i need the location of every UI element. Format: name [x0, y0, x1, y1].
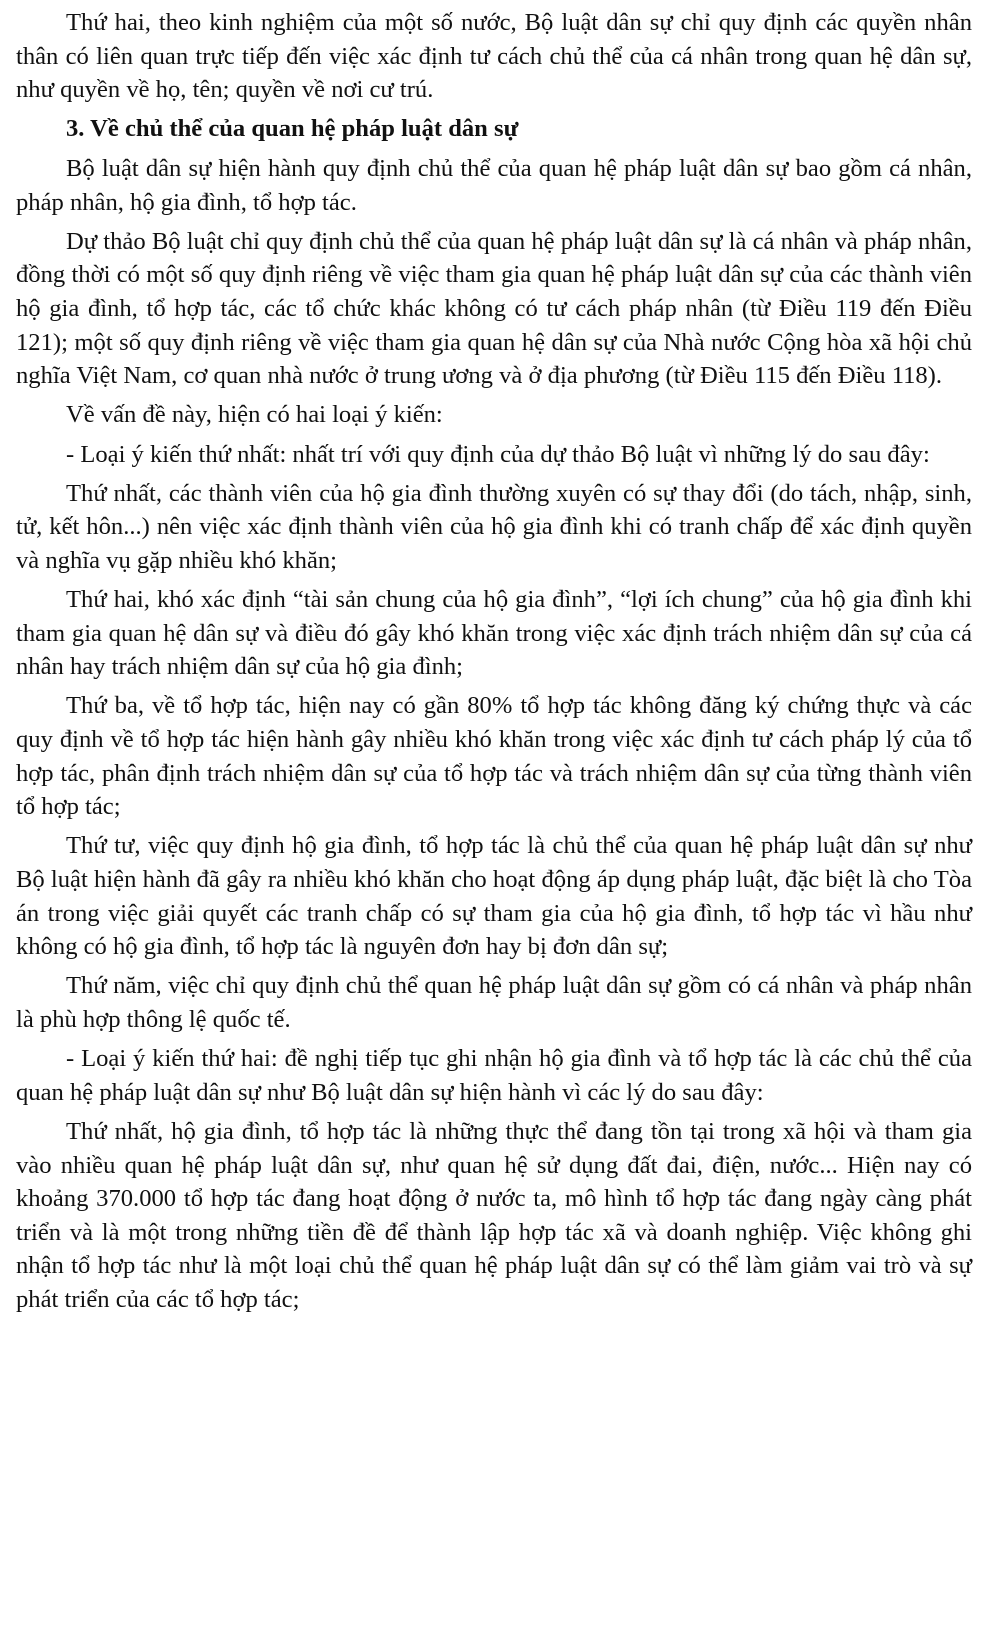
paragraph-first-reason-2: Thứ hai, khó xác định “tài sản chung của hộ gia đình”, “lợi ích chung” của hộ gia đình khi tham gia quan hệ dân sự và điều đó gây khó khăn trong việc xác định trách nhiệm dân sự của cá nhân hay trách nhiệm dân sự của hộ gia đình;	[16, 586, 972, 681]
paragraph-two-opinions: Về vấn đề này, hiện có hai loại ý kiến:	[66, 401, 443, 429]
paragraph-second-reason-1: Thứ nhất, hộ gia đình, tổ hợp tác là những thực thể đang tồn tại trong xã hội và tham gia vào nhiều quan hệ pháp luật dân sự, như quan hệ sử dụng đất đai, điện, nước... Hiện nay có khoảng 370.000 tổ hợp tác đang hoạt động ở nước ta, mô hình tổ hợp tác đang ngày càng phát triển và là một trong những tiền đề để thành lập hợp tác xã và doanh nghiệp. Việc không ghi nhận tổ hợp tác như là một loại chủ thể quan hệ pháp luật dân sự có thể làm giảm vai trò và sự phát triển của các tổ hợp tác;	[16, 1117, 972, 1313]
paragraph-first-reason-3: Thứ ba, về tổ hợp tác, hiện nay có gần 80% tổ hợp tác không đăng ký chứng thực và các quy định về tổ hợp tác hiện hành gây nhiều khó khăn trong việc xác định tư cách pháp lý của tổ hợp tác, phân định trách nhiệm dân sự của tổ hợp tác và trách nhiệm dân sự của từng thành viên tổ hợp tác;	[16, 692, 972, 821]
paragraph-draft-code-subjects: Dự thảo Bộ luật chỉ quy định chủ thể của quan hệ pháp luật dân sự là cá nhân và pháp nhân, đồng thời có một số quy định riêng về việc tham gia quan hệ pháp luật dân sự của các thành viên hộ gia đình, tổ hợp tác, các tổ chức khác không có tư cách pháp nhân (từ Điều 119 đến Điều 121); một số quy định riêng về việc tham gia quan hệ dân sự của Nhà nước Cộng hòa xã hội chủ nghĩa Việt Nam, cơ quan nhà nước ở trung ương và ở địa phương (từ Điều 115 đến Điều 118).	[16, 227, 972, 390]
paragraph-personal-rights-second: Thứ hai, theo kinh nghiệm của một số nước, Bộ luật dân sự chỉ quy định các quyền nhân thân có liên quan trực tiếp đến việc xác định tư cách chủ thể của cá nhân trong quan hệ dân sự, như quyền về họ, tên; quyền về nơi cư trú.	[16, 9, 972, 104]
paragraph-first-reason-4: Thứ tư, việc quy định hộ gia đình, tổ hợp tác là chủ thể của quan hệ pháp luật dân sự như Bộ luật hiện hành đã gây ra nhiều khó khăn cho hoạt động áp dụng pháp luật, đặc biệt là cho Tòa án trong việc giải quyết các tranh chấp có sự tham gia của hộ gia đình, tổ hợp tác vì hầu như không có hộ gia đình, tổ hợp tác là nguyên đơn hay bị đơn dân sự;	[16, 832, 972, 961]
section-heading-civil-subjects: 3. Về chủ thể của quan hệ pháp luật dân sự	[66, 115, 519, 143]
paragraph-first-opinion: - Loại ý kiến thứ nhất: nhất trí với quy định của dự thảo Bộ luật vì những lý do sau đây:	[66, 440, 930, 468]
paragraph-current-code-subjects: Bộ luật dân sự hiện hành quy định chủ thể của quan hệ pháp luật dân sự bao gồm cá nhân, pháp nhân, hộ gia đình, tổ hợp tác.	[16, 154, 972, 216]
paragraph-first-reason-1: Thứ nhất, các thành viên của hộ gia đình thường xuyên có sự thay đổi (do tách, nhập, sinh, tử, kết hôn...) nên việc xác định thành viên của hộ gia đình khi có tranh chấp để xác định quyền và nghĩa vụ gặp nhiều khó khăn;	[16, 479, 972, 574]
document-body	[16, 6, 972, 1322]
paragraph-second-opinion: - Loại ý kiến thứ hai: đề nghị tiếp tục ghi nhận hộ gia đình và tổ hợp tác là các chủ thể của quan hệ pháp luật dân sự như Bộ luật dân sự hiện hành vì các lý do sau đây:	[16, 1045, 972, 1106]
paragraph-first-reason-5: Thứ năm, việc chỉ quy định chủ thể quan hệ pháp luật dân sự gồm có cá nhân và pháp nhân là phù hợp thông lệ quốc tế.	[16, 972, 972, 1033]
